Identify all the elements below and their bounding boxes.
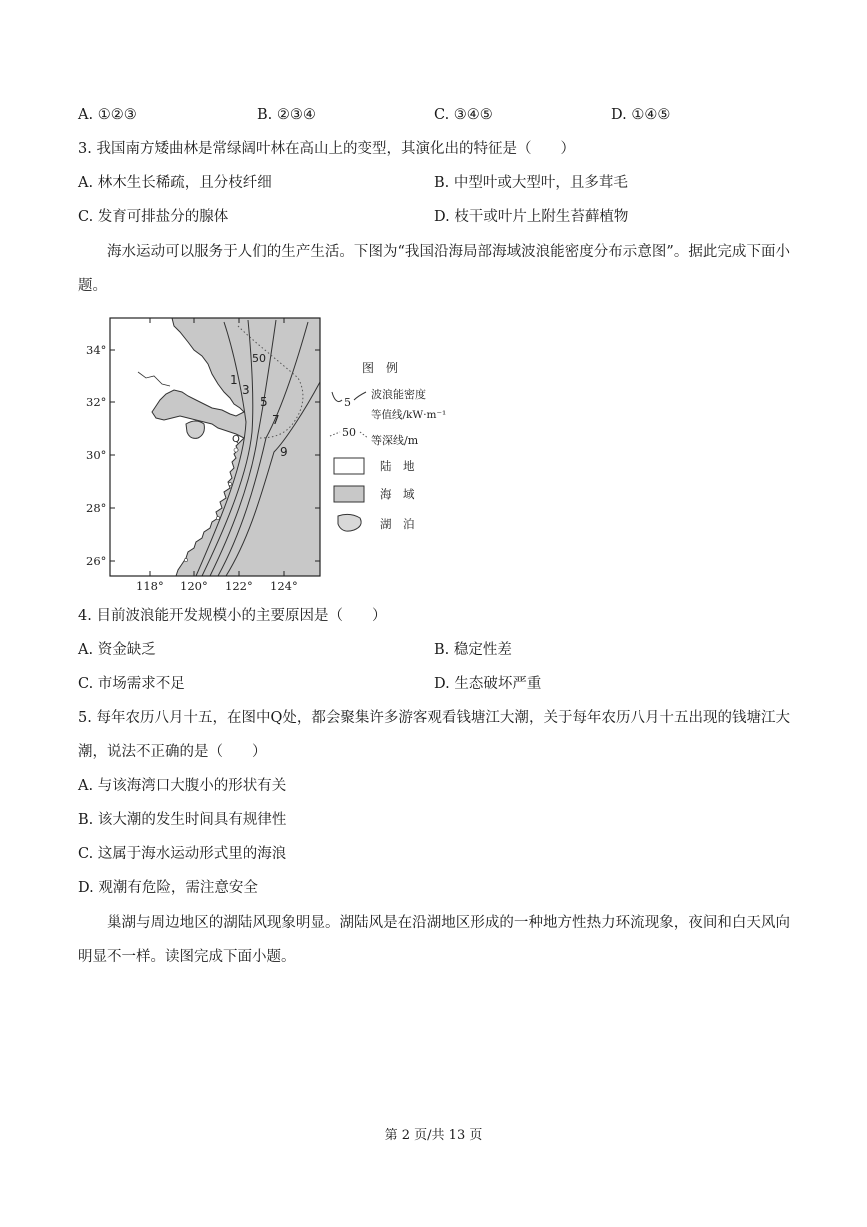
q3-option-b: B. 中型叶或大型叶，且多茸毛 bbox=[434, 175, 628, 191]
legend-land-swatch bbox=[334, 458, 364, 474]
lon-label-120: 120° bbox=[180, 579, 208, 593]
q5-stem: 5. 每年农历八月十五，在图中Q处，都会聚集许多游客观看钱塘江大潮，关于每年农历八月十五出现的钱塘江大潮，说法不正确的是（ ） bbox=[78, 710, 790, 760]
q2-option-a: A. ①②③ bbox=[78, 107, 137, 123]
q3-option-c: C. 发育可排盐分的腺体 bbox=[78, 209, 229, 225]
q4-option-a: A. 资金缺乏 bbox=[78, 642, 156, 658]
q2-option-d: D. ①④⑤ bbox=[611, 107, 671, 123]
intro-paragraph-lake-breeze: 巢湖与周边地区的湖陆风现象明显。湖陆风是在沿湖地区形成的一种地方性热力环流现象，夜间和白天风向明显不一样。读图完成下面小题。 bbox=[78, 915, 790, 965]
contour-label-1: 1 bbox=[230, 373, 238, 387]
legend-depth-label: 等深线/m bbox=[371, 434, 419, 447]
q2-option-c: C. ③④⑤ bbox=[434, 107, 493, 123]
depth-label-50: 50 bbox=[252, 352, 266, 365]
q3-stem: 3. 我国南方矮曲林是常绿阔叶林在高山上的变型，其演化出的特征是（ ） bbox=[78, 141, 575, 157]
lat-label-28: 28° bbox=[86, 501, 107, 515]
legend-wave-label-2: 等值线/kW·m⁻¹ bbox=[371, 409, 447, 421]
wave-energy-map bbox=[84, 312, 464, 593]
contour-label-7: 7 bbox=[272, 413, 280, 427]
lat-label-26: 26° bbox=[86, 554, 107, 568]
contour-label-5: 5 bbox=[260, 395, 268, 409]
legend-wave-value: 5 bbox=[344, 396, 351, 409]
legend-sea: 海 域 bbox=[380, 487, 415, 501]
q3-option-a: A. 林木生长稀疏，且分枝纤细 bbox=[78, 175, 272, 191]
intro-paragraph-wave: 海水运动可以服务于人们的生产生活。下图为“我国沿海局部海域波浪能密度分布示意图”。据此完成下面小题。 bbox=[78, 244, 790, 294]
q5-option-b: B. 该大潮的发生时间具有规律性 bbox=[78, 812, 287, 828]
contour-label-9: 9 bbox=[280, 445, 288, 459]
legend-lake: 湖 泊 bbox=[380, 517, 415, 531]
lat-label-34: 34° bbox=[86, 343, 107, 357]
q4-option-d: D. 生态破坏严重 bbox=[434, 676, 542, 692]
q4-option-c: C. 市场需求不足 bbox=[78, 676, 185, 692]
q4-stem: 4. 目前波浪能开发规模小的主要原因是（ ） bbox=[78, 608, 387, 624]
map-legend bbox=[330, 360, 446, 531]
contour-label-3: 3 bbox=[242, 383, 250, 397]
legend-wave-label-1: 波浪能密度 bbox=[371, 388, 426, 401]
lake-taihu bbox=[186, 421, 204, 438]
lon-label-124: 124° bbox=[270, 579, 298, 593]
legend-sea-swatch bbox=[334, 486, 364, 502]
q-label: Q bbox=[232, 434, 240, 445]
q5-option-d: D. 观潮有危险，需注意安全 bbox=[78, 880, 258, 896]
page-footer: 第 2 页/共 13 页 bbox=[384, 1128, 483, 1143]
q5-option-a: A. 与该海湾口大腹小的形状有关 bbox=[78, 778, 287, 794]
legend-depth-value: 50 bbox=[342, 426, 356, 439]
q3-option-d: D. 枝干或叶片上附生苔藓植物 bbox=[434, 209, 629, 225]
lon-label-118: 118° bbox=[136, 579, 164, 593]
q2-option-b: B. ②③④ bbox=[257, 107, 316, 123]
legend-land: 陆 地 bbox=[380, 459, 415, 473]
lat-label-30: 30° bbox=[86, 448, 107, 462]
legend-lake-swatch bbox=[338, 514, 361, 531]
lon-label-122: 122° bbox=[225, 579, 253, 593]
q5-option-c: C. 这属于海水运动形式里的海浪 bbox=[78, 846, 287, 862]
legend-title: 图 例 bbox=[362, 361, 399, 375]
q4-option-b: B. 稳定性差 bbox=[434, 642, 512, 658]
lat-label-32: 32° bbox=[86, 395, 107, 409]
